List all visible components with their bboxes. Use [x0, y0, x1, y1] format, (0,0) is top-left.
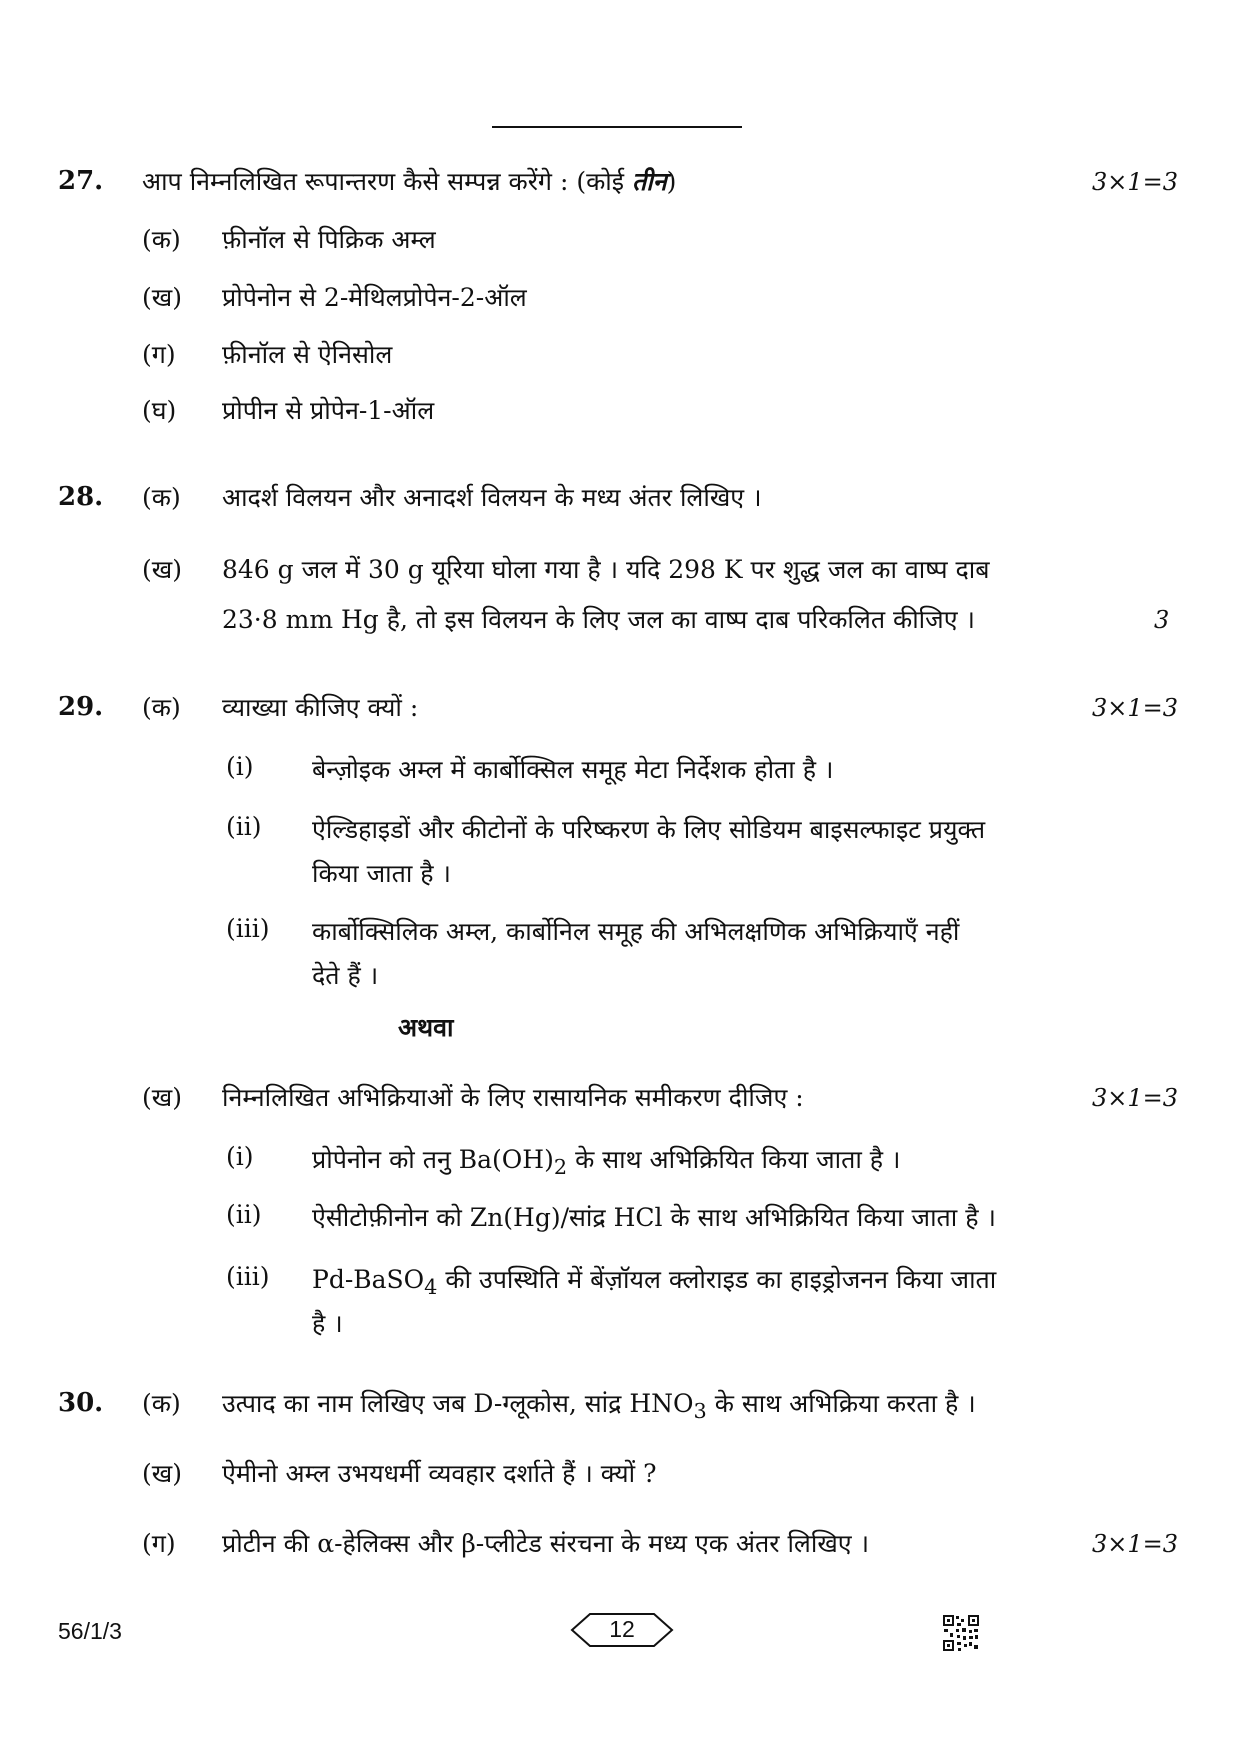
item-label: (i)	[226, 752, 254, 781]
item-text-line2: है ।	[312, 1309, 343, 1338]
or-divider: अथवा	[398, 1013, 454, 1042]
item-text: प्रोपेनोन को तनु $Ba(OH)_2$ के साथ अभिक्रियित किया जाता है ।	[312, 1145, 901, 1179]
part-text: प्रोपीन से प्रोपेन-1-ऑल	[222, 396, 435, 425]
item-label: (iii)	[226, 914, 270, 943]
qr-code-icon	[942, 1614, 980, 1652]
item-label: (iii)	[226, 1262, 270, 1291]
item-text: कार्बोक्सिलिक अम्ल, कार्बोनिल समूह की अभिलक्षणिक अभिक्रियाएँ नहीं	[312, 917, 960, 946]
part-text: ऐमीनो अम्ल उभयधर्मी व्यवहार दर्शाते हैं । क्यों ?	[222, 1459, 657, 1488]
question-number: 29.	[58, 692, 104, 722]
part-text: प्रोटीन की α-हेलिक्स और β-प्लीटेड संरचना के मध्य एक अंतर लिखिए ।	[222, 1529, 870, 1558]
question-number: 30.	[58, 1388, 104, 1418]
marks: 3×1=3	[1092, 694, 1179, 722]
page-number: 12	[609, 1616, 635, 1642]
marks: 3×1=3	[1092, 1084, 1179, 1112]
item-label: (i)	[226, 1142, 254, 1171]
marks: 3×1=3	[1092, 168, 1179, 196]
item-text: Pd-BaSO$_4$ की उपस्थिति में बेंज़ॉयल क्लोराइड का हाइड्रोजनन किया जाता	[312, 1265, 997, 1299]
part-label: (ख)	[142, 555, 182, 584]
item-text: ऐसीटोफ़ीनोन को Zn(Hg)/सांद्र HCl के साथ अभिक्रियित किया जाता है ।	[312, 1203, 996, 1232]
part-text: आदर्श विलयन और अनादर्श विलयन के मध्य अंतर लिखिए ।	[222, 483, 762, 512]
part-label: (क)	[142, 225, 181, 254]
top-rule	[492, 126, 742, 128]
part-text: फ़ीनॉल से पिक्रिक अम्ल	[222, 225, 436, 254]
part-text: निम्नलिखित अभिक्रियाओं के लिए रासायनिक समीकरण दीजिए :	[222, 1083, 804, 1112]
page-number-badge	[570, 1612, 674, 1648]
part-label: (ख)	[142, 283, 182, 312]
marks: 3	[1154, 606, 1170, 634]
part-label: (ख)	[142, 1083, 182, 1112]
part-label: (ग)	[142, 1529, 176, 1558]
part-text-line2: 23·8 mm Hg है, तो इस विलयन के लिए जल का वाष्प दाब परिकलित कीजिए ।	[222, 605, 975, 634]
item-text-line2: किया जाता है ।	[312, 859, 451, 888]
item-text: बेन्ज़ोइक अम्ल में कार्बोक्सिल समूह मेटा निर्देशक होता है ।	[312, 755, 834, 784]
item-text-line2: देते हैं ।	[312, 961, 379, 990]
question-number: 28.	[58, 482, 104, 512]
paper-code: 56/1/3	[58, 1618, 122, 1644]
part-text: व्याख्या कीजिए क्यों :	[222, 693, 419, 722]
part-text: प्रोपेनोन से 2-मेथिलप्रोपेन-2-ऑल	[222, 283, 527, 312]
part-label: (घ)	[142, 396, 177, 425]
item-label: (ii)	[226, 1200, 262, 1229]
part-text: उत्पाद का नाम लिखिए जब D-ग्लूकोस, सांद्र $HNO_3$ के साथ अभिक्रिया करता है ।	[222, 1389, 976, 1423]
part-label: (क)	[142, 1389, 181, 1418]
item-label: (ii)	[226, 812, 262, 841]
part-label: (क)	[142, 693, 181, 722]
part-label: (ग)	[142, 340, 176, 369]
item-text: ऐल्डिहाइडों और कीटोनों के परिष्करण के लिए सोडियम बाइसल्फाइट प्रयुक्त	[312, 815, 986, 844]
question-stem: आप निम्नलिखित रूपान्तरण कैसे सम्पन्न करेंगे : (कोई तीन)	[142, 167, 677, 196]
marks: 3×1=3	[1092, 1530, 1179, 1558]
part-label: (क)	[142, 483, 181, 512]
part-text: फ़ीनॉल से ऐनिसोल	[222, 340, 393, 369]
part-text-line1: 846 g जल में 30 g यूरिया घोला गया है । यदि 298 K पर शुद्ध जल का वाष्प दाब	[222, 555, 990, 584]
question-number: 27.	[58, 166, 104, 196]
part-label: (ख)	[142, 1459, 182, 1488]
